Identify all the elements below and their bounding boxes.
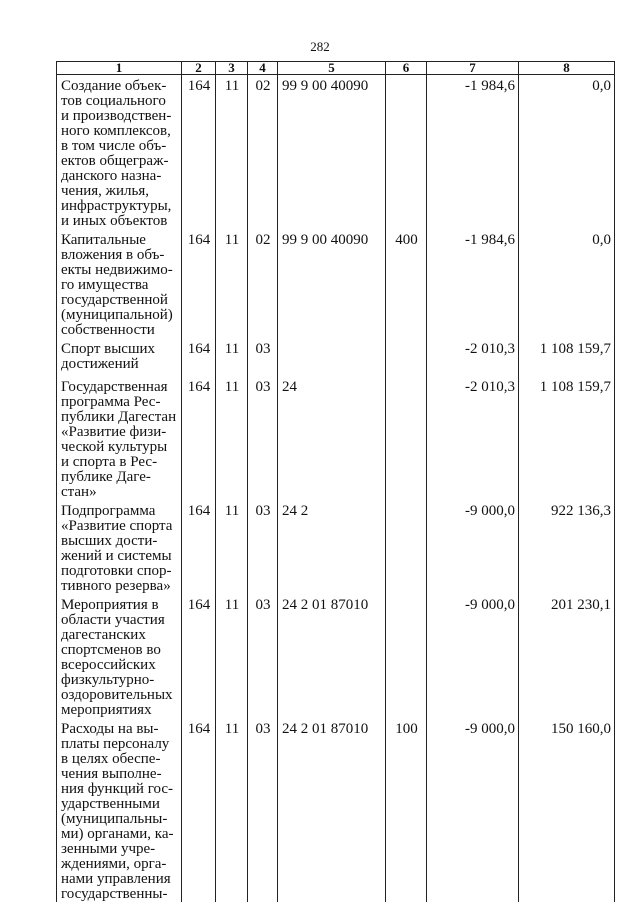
header-col-6: 6 <box>386 62 427 75</box>
row-name-line: в том числе объ- <box>61 138 167 154</box>
row-name-line: стан» <box>61 484 97 500</box>
header-col-3: 3 <box>216 62 248 75</box>
row-pr-cell: 02 <box>248 75 278 230</box>
page-number: 282 <box>310 39 330 54</box>
row-change-cell: -2 010,3 <box>427 376 519 500</box>
header-col-1: 1 <box>57 62 182 75</box>
row-name-line: ектов общеграж- <box>61 153 169 169</box>
row-pr-cell: 02 <box>248 229 278 338</box>
row-name-cell <box>57 75 182 230</box>
header-col-5: 5 <box>278 62 386 75</box>
row-gr-cell: 164 <box>182 229 216 338</box>
row-name-line: государственной <box>61 292 168 308</box>
table-body <box>57 75 615 903</box>
row-csr-cell: 24 <box>278 376 386 500</box>
row-name-line: «Развитие спорта <box>61 518 173 534</box>
row-csr-cell: 99 9 00 40090 <box>278 75 386 230</box>
row-name-line: программа Рес- <box>61 394 161 410</box>
table-row <box>57 594 615 718</box>
row-rz-cell: 11 <box>216 75 248 230</box>
row-total-cell: 1 108 159,7 <box>519 376 615 500</box>
row-change-cell: -1 984,6 <box>427 75 519 230</box>
row-change-cell: -1 984,6 <box>427 229 519 338</box>
row-csr-cell: 24 2 01 87010 <box>278 718 386 902</box>
row-rz-cell: 11 <box>216 229 248 338</box>
row-name-line: тивного резерва» <box>61 578 171 594</box>
row-change-cell: -9 000,0 <box>427 594 519 718</box>
row-name-cell <box>57 229 182 338</box>
row-name-line: платы персоналу <box>61 736 170 752</box>
row-name-line: и иных объектов <box>61 213 168 229</box>
row-pr-cell: 03 <box>248 500 278 594</box>
row-name-line: в целях обеспе- <box>61 751 161 767</box>
row-name-line: Мероприятия в <box>61 597 159 613</box>
row-name-line: и спорта в Рес- <box>61 454 158 470</box>
row-name-line: физкультурно- <box>61 672 155 688</box>
header-col-8: 8 <box>519 62 615 75</box>
row-name-line: тов социального <box>61 93 166 109</box>
row-name-line: инфраструктуры, <box>61 198 172 214</box>
row-rz-cell: 11 <box>216 718 248 902</box>
row-total-cell: 0,0 <box>519 229 615 338</box>
row-vr-cell <box>386 594 427 718</box>
row-name-cell <box>57 376 182 500</box>
row-name-line: публике Даге- <box>61 469 151 485</box>
row-name-line: достижений <box>61 356 139 372</box>
row-name-line: вложения в объ- <box>61 247 165 263</box>
row-gr-cell: 164 <box>182 75 216 230</box>
row-name-line: го имущества <box>61 277 149 293</box>
row-gr-cell: 164 <box>182 338 216 376</box>
table-row <box>57 500 615 594</box>
budget-table <box>56 61 615 902</box>
row-name-line: ждениями, орга- <box>61 856 167 872</box>
row-csr-cell <box>278 338 386 376</box>
row-vr-cell: 400 <box>386 229 427 338</box>
row-total-cell: 201 230,1 <box>519 594 615 718</box>
row-name-cell <box>57 718 182 902</box>
row-name-line: Подпрограмма <box>61 503 156 519</box>
row-name-line: чения выполне- <box>61 766 162 782</box>
row-rz-cell: 11 <box>216 338 248 376</box>
row-name-line: спортсменов во <box>61 642 161 658</box>
header-row <box>57 62 615 75</box>
row-name-line: Создание объек- <box>61 78 167 94</box>
row-csr-cell: 24 2 01 87010 <box>278 594 386 718</box>
row-csr-cell: 99 9 00 40090 <box>278 229 386 338</box>
row-name-line: и производствен- <box>61 108 172 124</box>
row-name-line: зенными учре- <box>61 841 156 857</box>
table-row <box>57 718 615 902</box>
row-pr-cell: 03 <box>248 338 278 376</box>
row-change-cell: -9 000,0 <box>427 718 519 902</box>
row-name-line: Государственная <box>61 379 168 395</box>
row-name-line: ческой культуры <box>61 439 168 455</box>
row-name-line: подготовки спор- <box>61 563 172 579</box>
row-name-line: (муниципальны- <box>61 811 168 827</box>
row-name-cell <box>57 500 182 594</box>
header-col-2: 2 <box>182 62 216 75</box>
row-vr-cell <box>386 500 427 594</box>
row-gr-cell: 164 <box>182 594 216 718</box>
row-name-line: данского назна- <box>61 168 162 184</box>
row-name-line: нами управления <box>61 871 171 887</box>
table-row <box>57 376 615 500</box>
row-vr-cell <box>386 75 427 230</box>
row-total-cell: 922 136,3 <box>519 500 615 594</box>
row-name-line: Капитальные <box>61 232 146 248</box>
row-vr-cell <box>386 376 427 500</box>
row-pr-cell: 03 <box>248 594 278 718</box>
table-row <box>57 229 615 338</box>
row-name-line: ми) органами, ка- <box>61 826 174 842</box>
row-name-line: чения, жилья, <box>61 183 150 199</box>
row-name-line: ного комплексов, <box>61 123 171 139</box>
table-row <box>57 75 615 230</box>
row-name-line: всероссийских <box>61 657 156 673</box>
table-row <box>57 338 615 376</box>
row-gr-cell: 164 <box>182 500 216 594</box>
row-name-line: «Развитие физи- <box>61 424 167 440</box>
header-col-7: 7 <box>427 62 519 75</box>
row-csr-cell: 24 2 <box>278 500 386 594</box>
row-name-line: Спорт высших <box>61 341 156 357</box>
row-rz-cell: 11 <box>216 594 248 718</box>
row-pr-cell: 03 <box>248 718 278 902</box>
row-name-line: государственны- <box>61 886 168 902</box>
row-name-line: мероприятиях <box>61 702 152 718</box>
row-name-cell <box>57 338 182 376</box>
row-name-line: собственности <box>61 322 155 338</box>
row-name-line: ударственными <box>61 796 160 812</box>
row-change-cell: -2 010,3 <box>427 338 519 376</box>
header-col-4: 4 <box>248 62 278 75</box>
row-gr-cell: 164 <box>182 376 216 500</box>
row-name-line: екты недвижимо- <box>61 262 173 278</box>
row-total-cell: 150 160,0 <box>519 718 615 902</box>
row-name-cell <box>57 594 182 718</box>
row-name-line: дагестанских <box>61 627 146 643</box>
row-name-line: высших дости- <box>61 533 158 549</box>
row-name-line: жений и системы <box>61 548 172 564</box>
row-change-cell: -9 000,0 <box>427 500 519 594</box>
row-name-line: оздоровительных <box>61 687 173 703</box>
row-name-line: публики Дагестан <box>61 409 177 425</box>
row-rz-cell: 11 <box>216 500 248 594</box>
row-vr-cell <box>386 338 427 376</box>
row-gr-cell: 164 <box>182 718 216 902</box>
row-rz-cell: 11 <box>216 376 248 500</box>
row-total-cell: 1 108 159,7 <box>519 338 615 376</box>
row-name-line: ния функций гос- <box>61 781 174 797</box>
row-pr-cell: 03 <box>248 376 278 500</box>
row-name-line: области участия <box>61 612 165 628</box>
row-total-cell: 0,0 <box>519 75 615 230</box>
row-vr-cell: 100 <box>386 718 427 902</box>
row-name-line: Расходы на вы- <box>61 721 159 737</box>
row-name-line: (муниципальной) <box>61 307 173 323</box>
